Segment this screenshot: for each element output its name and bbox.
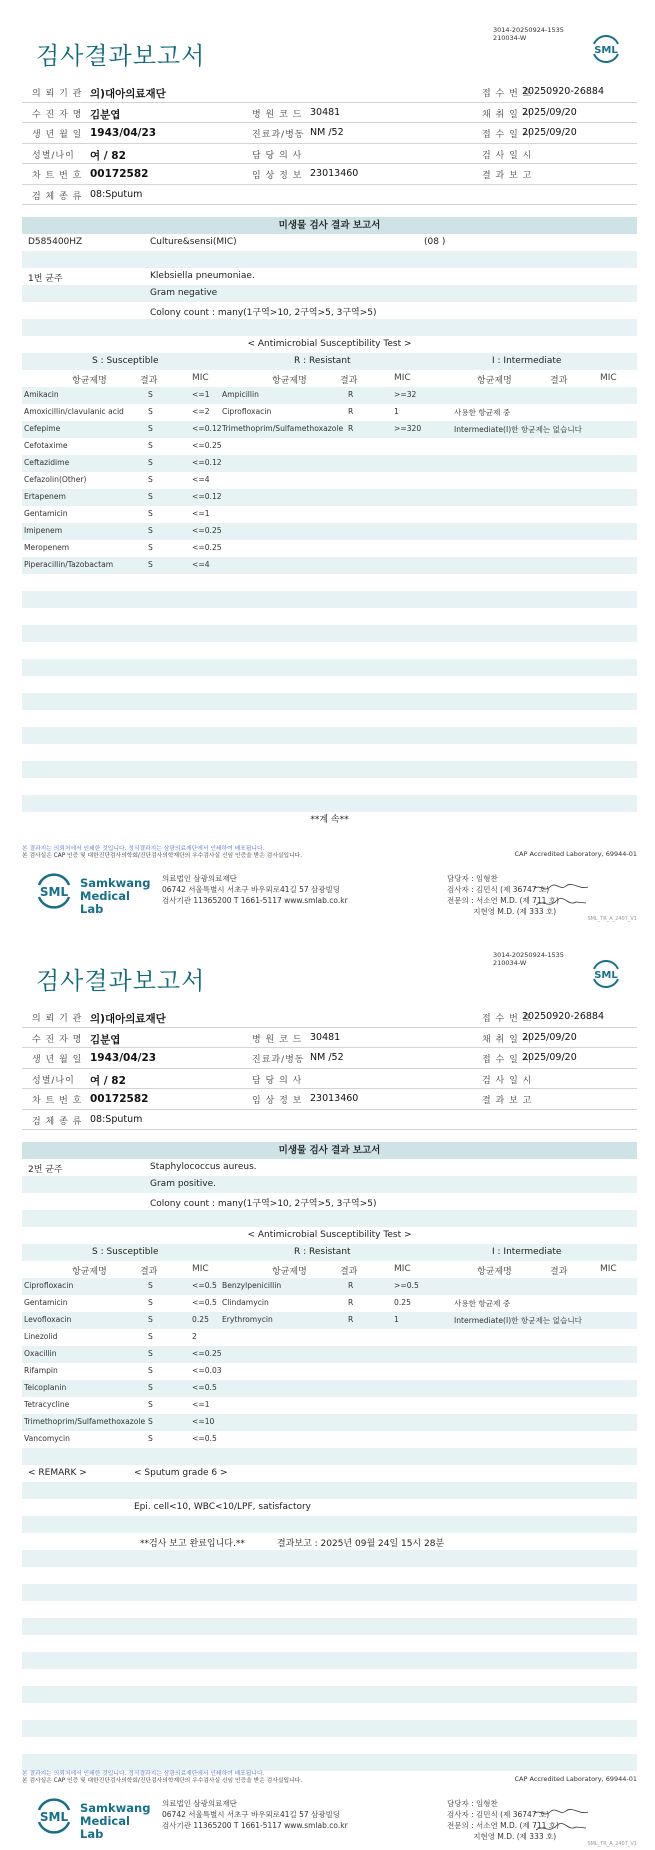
signature-image <box>532 881 592 913</box>
sml-logo-icon <box>590 959 622 989</box>
label-institution: 의 뢰 기 관 <box>32 89 83 99</box>
page-title: 검사결과보고서 <box>36 967 206 995</box>
table-cell: <=0.25 <box>192 1349 222 1358</box>
blank-band <box>22 608 637 625</box>
table-row <box>22 1346 637 1363</box>
table-cell: Gentamicin <box>24 1298 68 1307</box>
label-receipt-date: 접 수 일 시 <box>482 130 533 140</box>
samkwang-brand: SML Samkwang Medical Lab <box>34 1796 144 1836</box>
svg-text:SML: SML <box>39 885 69 899</box>
table-cell: Amoxicillin/clavulanic acid <box>24 407 124 416</box>
sex-age-value: 여 / 82 <box>90 149 126 162</box>
table-cell: Teicoplanin <box>24 1383 67 1392</box>
ast-column-headers: 항균제명 결과 MIC 항균제명 결과 MIC 항균제명 결과 MIC <box>72 1264 617 1277</box>
table-cell: 사용한 항균제 중 <box>454 1299 511 1308</box>
label-chart-no: 차 트 번 호 <box>32 171 83 181</box>
org-address: 의료법인 삼광의료재단 06742 서울특별시 서초구 바우뫼로41길 57 삼광빌딩 검사기관 11365200 T 1661-5117 www.smlab.co.kr <box>162 874 348 905</box>
cap-accreditation: CAP Accredited Laboratory, 69944-01 <box>514 850 637 858</box>
blank-band <box>22 676 637 693</box>
samkwang-brand: SML Samkwang Medical Lab <box>34 871 144 911</box>
ast-legend <box>22 353 637 370</box>
table-cell: Vancomycin <box>24 1434 70 1443</box>
table-cell: R <box>348 1281 354 1290</box>
table-row <box>22 404 637 421</box>
table-cell: <=4 <box>192 475 210 484</box>
report-page-2: 3014-20250924-1535 210034-W 검사결과보고서 SML 의 뢰 기 관 의)대아의료재단 접 수 번 호 20250920-26884 수 진 자 명 김분엽 병 원 코 드 30481 채 취 일 시 2025/09/20 생 년 월 일 1943/04/23 진료과/병동 NM /52 접 수 일 시 2025/09/20 성별/나이 여 / 82 담 당 의 사 검 사 일 시 차 트 번 호 00172582 임 상 정 보 23013460 결 과 보 고 검 체 종 류 08:Sputum 미생물 검사 결과 보고서 2번 균주 Staphylococcus aureus. Gram positive. Colony count : many(1구역>10, 2구역>5, 3구역>5) < Antimicrobial Susceptibility Test > S : Susceptible R : Resistant I : Intermediate 항균제명 결과 MIC 항균제명 결과 MIC 항균제명 결과 MIC Ciprofloxacin S <=0.5 Benzylpenicillin R >=0.5 Gentamicin S <=0.5 Clindamycin R 0.25 사용한 항균제 중 Levofloxacin S 0.25 Erythromycin R 1 Intermediate(I)한 항균제는 없습니다 Linezolid S 2 Oxacillin S <=0.25 Rifampin S <=0.03 Teicoplanin S <=0.5 Tetracycline S <=1 Trimethoprim/Sulfamethoxazole S <=10 Vancomycin S <=0.5 < REMARK > < Sputum grade 6 > Epi. cell<10, WBC<10/LPF, satisfactory **검사 보고 완료입니다.** 결과보고 : 2025년 09월 24일 15시 28분 본 결과지는 의뢰처에서 인쇄한 것입니다. 정식결과지는 삼광의료재단에서 인쇄하여 배포됩니다. 본 검사실은 CAP 인증 및 대한진단검사의학회/진단검사의학재단의 우수검사실 신임 인증을 받은 검사실입니다. CAP Accredited Laboratory, 69944-01 SML Samkwang Medical Lab 의료법인 삼광의료재단 06742 서울특별시 서초구 바우뫼로41길 57 삼광빌딩 검사기관 11365200 T 1661-5117 www.smlab.co.kr 담당자 : 임형찬 검사자 : 김민식 (제 36747 호) 전문의 : 서소연 M.D. (제 711 호) 지현영 M.D. (제 333 호) SML_TR_A_2407_V1 <box>22 951 637 1847</box>
ast-table <box>22 387 637 574</box>
table-cell: S <box>148 492 153 501</box>
blank-band <box>22 1669 637 1686</box>
dept-value: NM /52 <box>310 127 344 138</box>
table-cell: <=1 <box>192 1400 210 1409</box>
sml-brand-logo-icon <box>34 1798 74 1834</box>
label-clinical: 임 상 정 보 <box>252 171 303 181</box>
colony-count: Colony count : many(1구역>10, 2구역>5, 3구역>5) <box>150 308 377 318</box>
org-address: 의료법인 삼광의료재단 06742 서울특별시 서초구 바우뫼로41길 57 삼광빌딩 검사기관 11365200 T 1661-5117 www.smlab.co.kr <box>162 1799 348 1830</box>
table-cell: Intermediate(I)한 항균제는 없습니다 <box>454 1316 583 1325</box>
table-cell: R <box>348 1315 354 1324</box>
table-row <box>22 1397 637 1414</box>
table-cell: R <box>348 1298 354 1307</box>
ast-legend: S : Susceptible R : Resistant I : Intermediate <box>22 1244 637 1261</box>
micro-header: 미생물 검사 결과 보고서 <box>22 217 637 234</box>
table-cell: R <box>348 424 354 433</box>
table-cell: S <box>148 1315 153 1324</box>
table-cell: S <box>148 424 153 433</box>
table-row <box>22 1431 637 1448</box>
table-cell: Meropenem <box>24 543 70 552</box>
blank-band <box>22 591 637 608</box>
table-cell: <=0.12 <box>192 458 222 467</box>
table-cell: >=32 <box>394 390 417 399</box>
table-cell: Tetracycline <box>24 1400 70 1409</box>
table-cell: >=0.5 <box>394 1281 419 1290</box>
table-cell: S <box>148 1366 153 1375</box>
table-row <box>22 472 637 489</box>
patient-name-value: 김분엽 <box>90 108 121 121</box>
gram-stain: Gram positive. <box>150 1179 216 1189</box>
table-cell: Rifampin <box>24 1366 58 1375</box>
table-cell: S <box>148 475 153 484</box>
report-time: 결과보고 : 2025년 09월 24일 15시 28분 <box>277 1539 445 1549</box>
table-cell: 사용한 항균제 중 <box>454 408 511 417</box>
test-name: Culture&sensi(MIC) <box>150 237 237 247</box>
patient-info: 의 뢰 기 관 의)대아의료재단 접 수 번 호 20250920-26884 수 진 자 명 김분엽 병 원 코 드 30481 채 취 일 시 2025/09/20 생 년 월 일 1943/04/23 진료과/병동 NM /52 접 수 일 시 2025/09/20 성별/나이 여 / 82 담 당 의 사 검 사 일 시 차 트 번 호 00172582 임 상 정 보 23013460 결 과 보 고 검 체 종 류 08:Sputum <box>22 1007 637 1130</box>
blank-bands <box>22 574 637 812</box>
legend-resistant: R : Resistant <box>294 356 351 366</box>
remark-grade: < Sputum grade 6 > <box>134 1468 228 1478</box>
remark-row <box>22 1465 637 1482</box>
table-row <box>22 1278 637 1295</box>
table-cell: <=0.5 <box>192 1434 217 1443</box>
label-patient: 수 진 자 명 <box>32 109 83 120</box>
sml-logo-icon <box>590 34 622 64</box>
hospital-code-value: 30481 <box>310 106 341 118</box>
svg-text:SML: SML <box>39 1810 69 1824</box>
table-cell: S <box>148 407 153 416</box>
table-row <box>22 1295 637 1312</box>
table-cell: Ceftazidime <box>24 458 70 467</box>
test-code: D585400HZ <box>28 237 83 247</box>
ast-column-headers: 항균제명 결과 MIC 항균제명 결과 MIC 항균제명 결과 MIC <box>72 373 617 386</box>
table-cell: S <box>148 1349 153 1358</box>
blank-band <box>22 1601 637 1618</box>
table-cell: <=0.5 <box>192 1281 217 1290</box>
receipt-no-value: 20250920-26884 <box>522 86 605 97</box>
table-cell: <=4 <box>192 560 210 569</box>
table-row <box>22 455 637 472</box>
gram-stain: Gram negative <box>150 288 218 298</box>
continued-note: **계 속** <box>310 815 349 825</box>
organism-label: 1번 균주 <box>28 274 63 284</box>
label-collect-date: 채 취 일 시 <box>482 109 533 120</box>
staff-signatures: 담당자 : 임형찬 검사자 : 김민식 (제 36747 호) 전문의 : 서소연 M.D. (제 711 호) 지현영 M.D. (제 333 호) <box>447 874 559 916</box>
test-suffix: (08 ) <box>424 237 446 247</box>
table-cell: 0.25 <box>394 1298 411 1307</box>
table-cell: S <box>148 458 153 467</box>
label-dept: 진료과/병동 <box>252 130 305 140</box>
table-cell: Ciprofloxacin <box>24 1281 74 1290</box>
table-cell: Imipenem <box>24 526 63 535</box>
table-cell: Benzylpenicillin <box>222 1281 282 1290</box>
table-cell: <=0.12 <box>192 424 222 433</box>
table-cell: S <box>148 1298 153 1307</box>
table-cell: S <box>148 560 153 569</box>
label-specimen: 검 체 종 류 <box>32 191 83 202</box>
table-cell: Cefotaxime <box>24 441 68 450</box>
table-cell: S <box>148 441 153 450</box>
institution-value: 의)대아의료재단 <box>90 88 166 100</box>
blank-band <box>22 1737 637 1754</box>
table-cell: S <box>148 543 153 552</box>
blank-band <box>22 1618 637 1635</box>
table-cell: <=0.25 <box>192 441 222 450</box>
table-cell: S <box>148 1383 153 1392</box>
remark-text: Epi. cell<10, WBC<10/LPF, satisfactory <box>134 1502 312 1512</box>
micro-result-section <box>22 217 637 829</box>
blank-band <box>22 1686 637 1703</box>
table-cell: Oxacillin <box>24 1349 57 1358</box>
table-cell: <=0.25 <box>192 543 222 552</box>
label-birth: 생 년 월 일 <box>32 130 83 140</box>
table-cell: Cefazolin(Other) <box>24 475 87 484</box>
table-cell: S <box>148 509 153 518</box>
label-hospital-code: 병 원 코 드 <box>252 109 303 120</box>
completion-note: **검사 보고 완료입니다.** <box>140 1539 245 1549</box>
blank-band <box>22 1703 637 1720</box>
ast-table <box>22 1278 637 1448</box>
completion-row <box>22 1533 637 1550</box>
table-row <box>22 557 637 574</box>
clinical-value: 23013460 <box>310 168 359 179</box>
table-cell: 2 <box>192 1332 197 1341</box>
table-cell: Linezolid <box>24 1332 58 1341</box>
micro-header: 미생물 검사 결과 보고서 <box>22 1142 637 1159</box>
legend-susceptible: S : Susceptible <box>92 356 159 366</box>
collect-date-value: 2025/09/20 <box>522 106 577 118</box>
table-cell: Erythromycin <box>222 1315 273 1324</box>
blank-band <box>22 1567 637 1584</box>
table-row <box>22 421 637 438</box>
legend-intermediate: I : Intermediate <box>492 356 562 366</box>
table-cell: 0.25 <box>192 1315 209 1324</box>
table-cell: Ertapenem <box>24 492 66 501</box>
ast-title: < Antimicrobial Susceptibility Test > <box>247 339 412 349</box>
patient-info <box>22 82 637 205</box>
table-cell: S <box>148 1400 153 1409</box>
label-doctor: 담 당 의 사 <box>252 150 303 161</box>
label-test-date: 검 사 일 시 <box>482 150 533 161</box>
table-cell: S <box>148 1434 153 1443</box>
table-cell: <=1 <box>192 509 210 518</box>
chart-no-value: 00172582 <box>90 168 149 180</box>
svg-text:SML: SML <box>594 970 618 981</box>
svg-text:SML: SML <box>594 45 618 56</box>
birth-value: 1943/04/23 <box>90 127 157 139</box>
table-row <box>22 506 637 523</box>
table-row <box>22 438 637 455</box>
table-cell: <=10 <box>192 1417 215 1426</box>
table-row <box>22 1329 637 1346</box>
blank-band <box>22 642 637 659</box>
table-row <box>22 1312 637 1329</box>
table-cell: S <box>148 1417 153 1426</box>
blank-band <box>22 659 637 676</box>
table-row <box>22 489 637 506</box>
table-row <box>22 1414 637 1431</box>
report-code: 3014-20250924-1535 210034-W <box>493 951 564 967</box>
table-cell: <=0.25 <box>192 526 222 535</box>
signature-image <box>532 1806 592 1838</box>
table-row <box>22 523 637 540</box>
blank-band <box>22 1584 637 1601</box>
specimen-value: 08:Sputum <box>90 188 143 200</box>
organism-name: Staphylococcus aureus. <box>150 1162 257 1172</box>
organism-name: Klebsiella pneumoniae. <box>150 271 255 281</box>
table-cell: S <box>148 390 153 399</box>
table-cell: Ciprofloxacin <box>222 407 272 416</box>
blank-band <box>22 1652 637 1669</box>
cert-notice: 본 검사실은 CAP 인증 및 대한진단검사의학회/진단검사의학재단의 우수검사실 신임 인증을 받은 검사실입니다. <box>22 853 303 859</box>
blank-band <box>22 574 637 591</box>
table-cell: <=2 <box>192 407 210 416</box>
table-cell: Piperacillin/Tazobactam <box>24 560 114 569</box>
micro-result-section <box>22 1142 637 1788</box>
blank-band <box>22 710 637 727</box>
table-cell: Gentamicin <box>24 509 68 518</box>
table-cell: <=0.12 <box>192 492 222 501</box>
blank-bands <box>22 1550 637 1788</box>
table-cell: Intermediate(I)한 항균제는 없습니다 <box>454 425 583 434</box>
ast-title: < Antimicrobial Susceptibility Test > <box>247 1230 412 1240</box>
table-cell: Levofloxacin <box>24 1315 72 1324</box>
table-cell: 1 <box>394 407 399 416</box>
table-cell: <=1 <box>192 390 210 399</box>
remark-label: < REMARK > <box>28 1468 87 1478</box>
receipt-date-value: 2025/09/20 <box>522 127 577 138</box>
form-version: SML_TR_A_2407_V1 <box>587 916 637 922</box>
sml-brand-logo-icon <box>34 873 74 909</box>
blank-band <box>22 625 637 642</box>
table-cell: Amikacin <box>24 390 59 399</box>
blank-band <box>22 778 637 795</box>
print-notice: 본 결과지는 의뢰처에서 인쇄한 것입니다. 정식결과지는 삼광의료재단에서 인쇄하여 배포됩니다. <box>22 846 265 852</box>
table-cell: S <box>148 1281 153 1290</box>
blank-band <box>22 744 637 761</box>
blank-band <box>22 795 637 812</box>
staff-signatures: 담당자 : 임형찬 검사자 : 김민식 (제 36747 호) 전문의 : 서소연 M.D. (제 711 호) 지현영 M.D. (제 333 호) <box>447 1799 559 1841</box>
table-cell: Trimethoprim/Sulfamethoxazole <box>222 424 344 433</box>
table-cell: Cefepime <box>24 424 61 433</box>
table-row <box>22 387 637 404</box>
table-cell: <=0.03 <box>192 1366 222 1375</box>
table-cell: <=0.5 <box>192 1383 217 1392</box>
label-report: 결 과 보 고 <box>482 171 533 181</box>
table-cell: 1 <box>394 1315 399 1324</box>
label-receipt-no: 접 수 번 호 <box>482 89 533 99</box>
table-cell: S <box>148 1332 153 1341</box>
table-cell: R <box>348 390 354 399</box>
table-cell: Trimethoprim/Sulfamethoxazole <box>24 1417 146 1426</box>
colony-count: Colony count : many(1구역>10, 2구역>5, 3구역>5) <box>150 1199 377 1209</box>
organism-label: 2번 균주 <box>28 1165 63 1175</box>
table-row <box>22 540 637 557</box>
table-cell: >=320 <box>394 424 422 433</box>
table-cell: <=0.5 <box>192 1298 217 1307</box>
table-cell: Clindamycin <box>222 1298 269 1307</box>
table-row <box>22 1363 637 1380</box>
table-cell: S <box>148 526 153 535</box>
report-code: 3014-20250924-1535 210034-W <box>493 26 564 42</box>
page-title: 검사결과보고서 <box>36 42 206 70</box>
blank-band <box>22 761 637 778</box>
table-cell: R <box>348 407 354 416</box>
blank-band <box>22 1635 637 1652</box>
label-sex-age: 성별/나이 <box>32 150 75 161</box>
blank-band <box>22 1720 637 1737</box>
blank-band <box>22 727 637 744</box>
table-cell: Ampicillin <box>222 390 259 399</box>
blank-band <box>22 693 637 710</box>
table-row <box>22 1380 637 1397</box>
blank-band <box>22 1550 637 1567</box>
